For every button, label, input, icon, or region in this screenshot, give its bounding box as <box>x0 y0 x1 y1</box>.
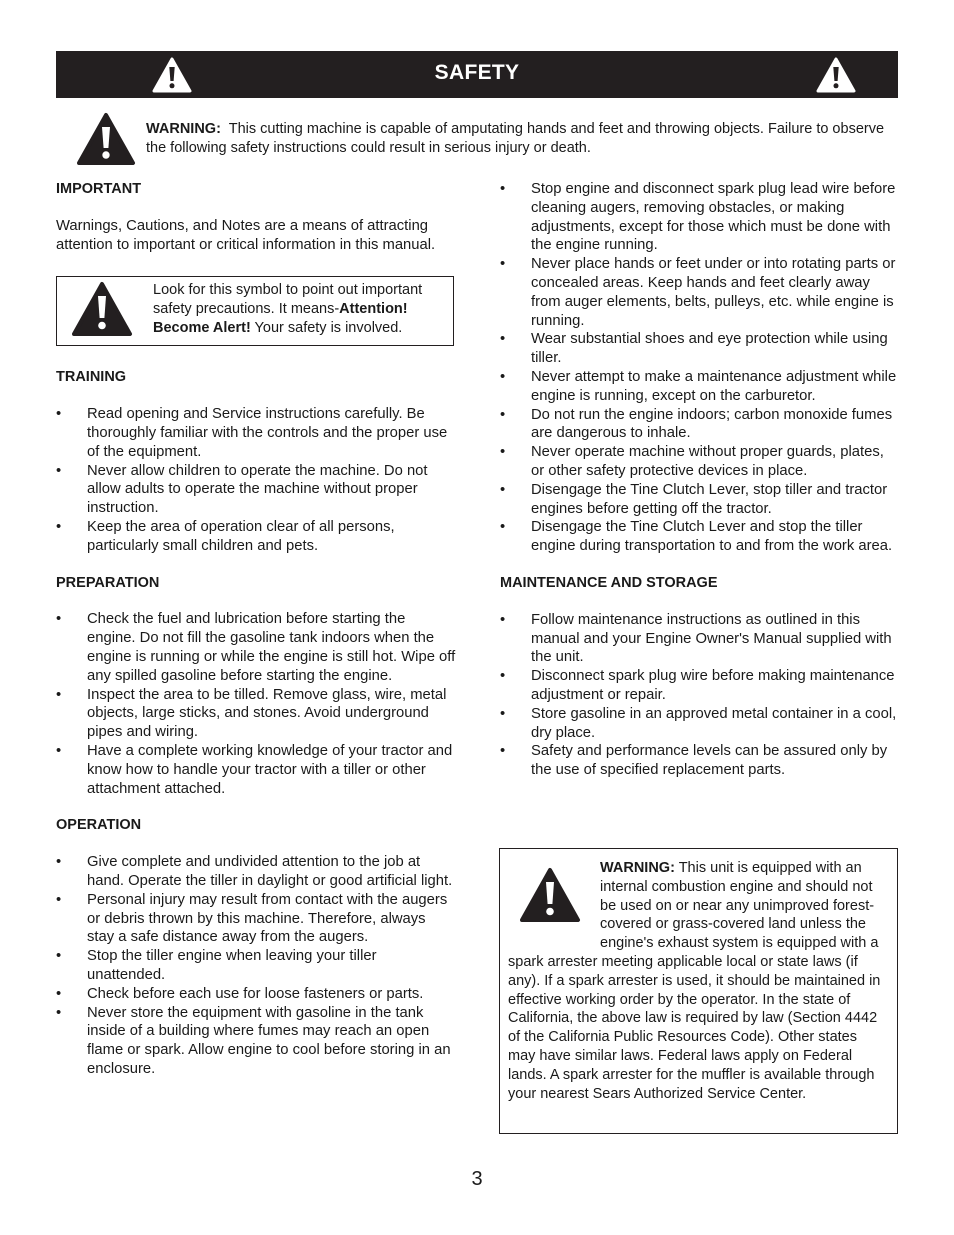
training-heading: TRAINING <box>56 369 127 386</box>
list-item: • Follow maintenance instructions as outlined in this manual and your Engine Owner's Manual supplied with the unit. <box>500 611 898 667</box>
list-item: • Have a complete working knowledge of your tractor and know how to handle your tractor with a tiller or other attachment attached. <box>56 742 456 798</box>
warning-body: This unit is equipped with an internal combustion engine and should not be used on or near any unimproved forest-covered or grass-covered land unless the engine's exhaust system is equipped with a spark arrester meeting applicable local or state laws (if any). If a spark arrester is used, it should be maintained in effective working order by the operator. In the state of California, the above law is required by law (Section 4442 of the California Public Resources Code). Other states may have similar laws. Federal laws apply on Federal lands. A spark arrester for the muffler is available through your nearest Sears Authorized Service Center. <box>508 860 881 1102</box>
top-warning-text <box>146 120 891 158</box>
list-item: • Never place hands or feet under or into rotating parts or concealed areas. Keep hands and feet clearly away from auger elements, belts, pulleys, etc. while engine is running. <box>500 255 898 330</box>
operation-list <box>56 853 456 1079</box>
list-item: • Do not run the engine indoors; carbon monoxide fumes are dangerous to inhale. <box>500 406 898 444</box>
list-item: • Personal injury may result from contact with the augers or debris thrown by this machine. Therefore, always stay a safe distance away from the augers. <box>56 891 456 947</box>
exhaust-warning-box <box>499 848 898 1134</box>
list-item: • Disconnect spark plug wire before making maintenance adjustment or repair. <box>500 667 898 705</box>
list-item: • Safety and performance levels can be assured only by the use of specified replacement parts. <box>500 742 898 780</box>
preparation-heading: PREPARATION <box>56 574 160 591</box>
maintenance-heading: MAINTENANCE AND STORAGE <box>500 574 718 591</box>
symbol-explanation-text <box>153 281 448 338</box>
safety-banner <box>56 51 898 98</box>
list-item: • Give complete and undivided attention to the job at hand. Operate the tiller in daylight or good artificial light. <box>56 853 456 891</box>
left-column <box>56 180 456 1097</box>
right-column <box>500 180 898 798</box>
list-item: • Stop engine and disconnect spark plug lead wire before cleaning augers, removing obstacles, or making adjustments, except for those which must be done with the engine running. <box>500 180 898 255</box>
important-text: Warnings, Cautions, and Notes are a means of attracting attention to important or critical information in this manual. <box>56 217 436 253</box>
list-item: • Never attempt to make a maintenance adjustment while engine is running, except on the carburetor. <box>500 368 898 406</box>
important-heading: IMPORTANT <box>56 181 142 197</box>
list-item: • Never allow children to operate the machine. Do not allow adults to operate the machine without proper instruction. <box>56 462 456 518</box>
warning-triangle-icon <box>76 112 136 171</box>
exhaust-warning-text <box>508 859 886 1103</box>
symbol-text-before: Look for this symbol to point out important safety precautions. It means- <box>153 282 423 318</box>
list-item: • Disengage the Tine Clutch Lever, stop tiller and tractor engines before getting off the tractor. <box>500 481 898 519</box>
list-item: • Inspect the area to be tilled. Remove glass, wire, metal objects, large sticks, and stones. Avoid underground pipes and wiring. <box>56 686 456 742</box>
list-item: • Keep the area of operation clear of all persons, particularly small children and pets. <box>56 518 456 556</box>
list-item: • Never store the equipment with gasoline in the tank inside of a building where fumes may reach an open flame or spark. Allow engine to cool before storing in an enclosure. <box>56 1004 456 1079</box>
operation-continued-list <box>500 180 898 556</box>
preparation-list <box>56 610 456 798</box>
warning-triangle-icon <box>71 281 133 343</box>
symbol-text-after: Your safety is involved. <box>250 320 403 337</box>
symbol-text-emphasis: Attention! Become Alert! <box>153 301 408 337</box>
warning-label: WARNING: <box>146 121 221 137</box>
operation-heading: OPERATION <box>56 817 142 834</box>
maintenance-list <box>500 611 898 780</box>
list-item: • Check before each use for loose fasteners or parts. <box>56 985 456 1004</box>
list-item: • Stop the tiller engine when leaving your tiller unattended. <box>56 947 456 985</box>
warning-label: WARNING: <box>600 860 675 876</box>
training-list <box>56 405 456 555</box>
list-item: • Read opening and Service instructions carefully. Be thoroughly familiar with the controls and the proper use of the equipment. <box>56 405 456 461</box>
page-number: 3 <box>471 1168 483 1190</box>
list-item: • Store gasoline in an approved metal container in a cool, dry place. <box>500 705 898 743</box>
symbol-explanation-box <box>56 276 454 346</box>
list-item: • Wear substantial shoes and eye protection while using tiller. <box>500 330 898 368</box>
page-title: SAFETY <box>434 61 520 84</box>
warning-body: This cutting machine is capable of amputating hands and feet and throwing objects. Failure to observe the following safety instructions could result in serious injury or death. <box>146 121 885 156</box>
list-item: • Disengage the Tine Clutch Lever and stop the tiller engine during transportation to and from the work area. <box>500 518 898 556</box>
list-item: • Check the fuel and lubrication before starting the engine. Do not fill the gasoline tank indoors when the engine is running or while the engine is still hot. Wipe off any spilled gasoline before starting the engine. <box>56 610 456 685</box>
warning-triangle-icon <box>816 57 856 98</box>
list-item: • Never operate machine without proper guards, plates, or other safety protective devices in place. <box>500 443 898 481</box>
